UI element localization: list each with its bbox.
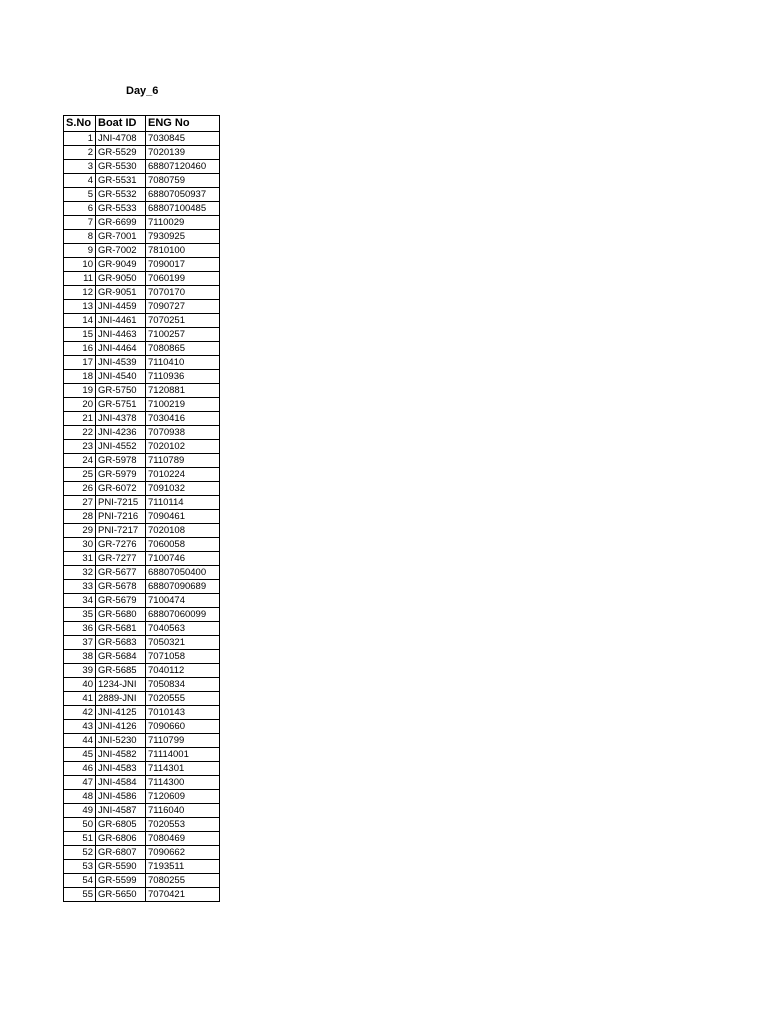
table-header bbox=[64, 116, 220, 132]
table-row bbox=[64, 454, 220, 468]
cell-boat-id: JNI-4584 bbox=[96, 776, 146, 790]
cell-eng-no: 7030416 bbox=[146, 412, 220, 426]
cell-boat-id: 1234-JNI bbox=[96, 678, 146, 692]
cell-eng-no: 7071058 bbox=[146, 650, 220, 664]
cell-boat-id: GR-9049 bbox=[96, 258, 146, 272]
cell-eng-no: 7040563 bbox=[146, 622, 220, 636]
cell-eng-no: 7100257 bbox=[146, 328, 220, 342]
cell-eng-no: 7120609 bbox=[146, 790, 220, 804]
cell-eng-no: 7090461 bbox=[146, 510, 220, 524]
table-row bbox=[64, 832, 220, 846]
cell-eng-no: 7120881 bbox=[146, 384, 220, 398]
table-row bbox=[64, 888, 220, 902]
cell-sno: 1 bbox=[64, 132, 96, 146]
cell-boat-id: GR-5533 bbox=[96, 202, 146, 216]
cell-boat-id: PNI-7216 bbox=[96, 510, 146, 524]
cell-boat-id: GR-9051 bbox=[96, 286, 146, 300]
cell-boat-id: JNI-5230 bbox=[96, 734, 146, 748]
cell-boat-id: JNI-4539 bbox=[96, 356, 146, 370]
header-row bbox=[64, 116, 220, 132]
table-row bbox=[64, 496, 220, 510]
table-row bbox=[64, 720, 220, 734]
cell-sno: 48 bbox=[64, 790, 96, 804]
cell-sno: 12 bbox=[64, 286, 96, 300]
table-row bbox=[64, 678, 220, 692]
cell-sno: 4 bbox=[64, 174, 96, 188]
cell-sno: 27 bbox=[64, 496, 96, 510]
cell-eng-no: 7091032 bbox=[146, 482, 220, 496]
table-row bbox=[64, 412, 220, 426]
cell-sno: 37 bbox=[64, 636, 96, 650]
table-row bbox=[64, 552, 220, 566]
table-row bbox=[64, 734, 220, 748]
cell-boat-id: JNI-4463 bbox=[96, 328, 146, 342]
cell-eng-no: 7020553 bbox=[146, 818, 220, 832]
cell-sno: 15 bbox=[64, 328, 96, 342]
table-row bbox=[64, 692, 220, 706]
cell-sno: 39 bbox=[64, 664, 96, 678]
table-row bbox=[64, 622, 220, 636]
cell-boat-id: GR-7002 bbox=[96, 244, 146, 258]
cell-eng-no: 71114001 bbox=[146, 748, 220, 762]
table-row bbox=[64, 426, 220, 440]
cell-sno: 42 bbox=[64, 706, 96, 720]
cell-sno: 2 bbox=[64, 146, 96, 160]
cell-eng-no: 68807100485 bbox=[146, 202, 220, 216]
cell-boat-id: JNI-4378 bbox=[96, 412, 146, 426]
cell-eng-no: 7010224 bbox=[146, 468, 220, 482]
cell-sno: 3 bbox=[64, 160, 96, 174]
cell-boat-id: GR-6072 bbox=[96, 482, 146, 496]
cell-boat-id: GR-5978 bbox=[96, 454, 146, 468]
cell-sno: 8 bbox=[64, 230, 96, 244]
table-row bbox=[64, 860, 220, 874]
header-eng-no: ENG No bbox=[146, 116, 220, 132]
cell-eng-no: 68807120460 bbox=[146, 160, 220, 174]
table-row bbox=[64, 398, 220, 412]
cell-eng-no: 68807090689 bbox=[146, 580, 220, 594]
cell-eng-no: 7080469 bbox=[146, 832, 220, 846]
cell-sno: 24 bbox=[64, 454, 96, 468]
cell-sno: 18 bbox=[64, 370, 96, 384]
cell-boat-id: GR-5532 bbox=[96, 188, 146, 202]
cell-sno: 20 bbox=[64, 398, 96, 412]
sheet-title: Day_6 bbox=[126, 85, 159, 97]
cell-eng-no: 7020139 bbox=[146, 146, 220, 160]
table-row bbox=[64, 594, 220, 608]
cell-eng-no: 7110029 bbox=[146, 216, 220, 230]
table-row bbox=[64, 328, 220, 342]
table-row bbox=[64, 510, 220, 524]
header-boat-id: Boat ID bbox=[96, 116, 146, 132]
cell-sno: 53 bbox=[64, 860, 96, 874]
cell-boat-id: GR-9050 bbox=[96, 272, 146, 286]
cell-sno: 26 bbox=[64, 482, 96, 496]
cell-boat-id: GR-7276 bbox=[96, 538, 146, 552]
cell-sno: 34 bbox=[64, 594, 96, 608]
table-row bbox=[64, 580, 220, 594]
cell-boat-id: JNI-4586 bbox=[96, 790, 146, 804]
cell-sno: 46 bbox=[64, 762, 96, 776]
cell-boat-id: GR-5650 bbox=[96, 888, 146, 902]
cell-sno: 32 bbox=[64, 566, 96, 580]
cell-eng-no: 7100474 bbox=[146, 594, 220, 608]
cell-boat-id: JNI-4464 bbox=[96, 342, 146, 356]
cell-sno: 33 bbox=[64, 580, 96, 594]
cell-boat-id: GR-5751 bbox=[96, 398, 146, 412]
table-row bbox=[64, 846, 220, 860]
cell-eng-no: 7110114 bbox=[146, 496, 220, 510]
cell-boat-id: GR-5677 bbox=[96, 566, 146, 580]
table-row bbox=[64, 384, 220, 398]
table-row bbox=[64, 748, 220, 762]
cell-boat-id: JNI-4459 bbox=[96, 300, 146, 314]
table-row bbox=[64, 132, 220, 146]
cell-boat-id: GR-5750 bbox=[96, 384, 146, 398]
table-row bbox=[64, 650, 220, 664]
cell-boat-id: JNI-4540 bbox=[96, 370, 146, 384]
cell-sno: 31 bbox=[64, 552, 96, 566]
table-row bbox=[64, 272, 220, 286]
cell-eng-no: 68807050400 bbox=[146, 566, 220, 580]
cell-eng-no: 68807050937 bbox=[146, 188, 220, 202]
cell-boat-id: GR-6806 bbox=[96, 832, 146, 846]
cell-boat-id: GR-5530 bbox=[96, 160, 146, 174]
cell-boat-id: GR-7277 bbox=[96, 552, 146, 566]
table-row bbox=[64, 804, 220, 818]
cell-boat-id: GR-6805 bbox=[96, 818, 146, 832]
cell-sno: 7 bbox=[64, 216, 96, 230]
table-row bbox=[64, 482, 220, 496]
cell-sno: 45 bbox=[64, 748, 96, 762]
cell-eng-no: 7070938 bbox=[146, 426, 220, 440]
cell-sno: 11 bbox=[64, 272, 96, 286]
cell-boat-id: GR-5529 bbox=[96, 146, 146, 160]
table-row bbox=[64, 160, 220, 174]
cell-sno: 30 bbox=[64, 538, 96, 552]
cell-sno: 5 bbox=[64, 188, 96, 202]
table-row bbox=[64, 790, 220, 804]
cell-sno: 55 bbox=[64, 888, 96, 902]
cell-eng-no: 7070421 bbox=[146, 888, 220, 902]
cell-eng-no: 7090660 bbox=[146, 720, 220, 734]
cell-eng-no: 7114300 bbox=[146, 776, 220, 790]
cell-boat-id: JNI-4236 bbox=[96, 426, 146, 440]
cell-sno: 28 bbox=[64, 510, 96, 524]
table-row bbox=[64, 258, 220, 272]
header-sno: S.No bbox=[64, 116, 96, 132]
boat-engine-table bbox=[63, 115, 220, 902]
cell-eng-no: 7050321 bbox=[146, 636, 220, 650]
cell-eng-no: 7116040 bbox=[146, 804, 220, 818]
cell-sno: 41 bbox=[64, 692, 96, 706]
cell-eng-no: 7070170 bbox=[146, 286, 220, 300]
cell-boat-id: GR-5680 bbox=[96, 608, 146, 622]
cell-boat-id: JNI-4583 bbox=[96, 762, 146, 776]
cell-sno: 10 bbox=[64, 258, 96, 272]
cell-sno: 36 bbox=[64, 622, 96, 636]
table-row bbox=[64, 538, 220, 552]
table-row bbox=[64, 216, 220, 230]
table-row bbox=[64, 342, 220, 356]
cell-eng-no: 68807060099 bbox=[146, 608, 220, 622]
table-row bbox=[64, 356, 220, 370]
cell-eng-no: 7193511 bbox=[146, 860, 220, 874]
table-row bbox=[64, 818, 220, 832]
cell-eng-no: 7020555 bbox=[146, 692, 220, 706]
table-row bbox=[64, 664, 220, 678]
cell-eng-no: 7930925 bbox=[146, 230, 220, 244]
cell-eng-no: 7050834 bbox=[146, 678, 220, 692]
cell-boat-id: GR-6807 bbox=[96, 846, 146, 860]
cell-boat-id: GR-5684 bbox=[96, 650, 146, 664]
cell-sno: 14 bbox=[64, 314, 96, 328]
cell-sno: 44 bbox=[64, 734, 96, 748]
cell-boat-id: GR-6699 bbox=[96, 216, 146, 230]
cell-eng-no: 7070251 bbox=[146, 314, 220, 328]
table-row bbox=[64, 202, 220, 216]
cell-boat-id: JNI-4582 bbox=[96, 748, 146, 762]
table-row bbox=[64, 314, 220, 328]
cell-boat-id: GR-5599 bbox=[96, 874, 146, 888]
table-row bbox=[64, 776, 220, 790]
table-row bbox=[64, 440, 220, 454]
cell-boat-id: GR-5531 bbox=[96, 174, 146, 188]
cell-boat-id: GR-5678 bbox=[96, 580, 146, 594]
cell-eng-no: 7090727 bbox=[146, 300, 220, 314]
cell-eng-no: 7114301 bbox=[146, 762, 220, 776]
cell-sno: 38 bbox=[64, 650, 96, 664]
table-row bbox=[64, 762, 220, 776]
cell-sno: 17 bbox=[64, 356, 96, 370]
cell-eng-no: 7100746 bbox=[146, 552, 220, 566]
table-row bbox=[64, 244, 220, 258]
cell-boat-id: JNI-4552 bbox=[96, 440, 146, 454]
cell-boat-id: JNI-4708 bbox=[96, 132, 146, 146]
cell-sno: 54 bbox=[64, 874, 96, 888]
cell-boat-id: JNI-4126 bbox=[96, 720, 146, 734]
cell-eng-no: 7100219 bbox=[146, 398, 220, 412]
cell-sno: 47 bbox=[64, 776, 96, 790]
cell-eng-no: 7060199 bbox=[146, 272, 220, 286]
cell-eng-no: 7110799 bbox=[146, 734, 220, 748]
cell-boat-id: GR-5979 bbox=[96, 468, 146, 482]
cell-sno: 35 bbox=[64, 608, 96, 622]
table-row bbox=[64, 874, 220, 888]
cell-eng-no: 7040112 bbox=[146, 664, 220, 678]
cell-boat-id: GR-5685 bbox=[96, 664, 146, 678]
cell-eng-no: 7110789 bbox=[146, 454, 220, 468]
cell-eng-no: 7090017 bbox=[146, 258, 220, 272]
cell-boat-id: GR-5679 bbox=[96, 594, 146, 608]
cell-sno: 13 bbox=[64, 300, 96, 314]
cell-boat-id: PNI-7217 bbox=[96, 524, 146, 538]
cell-sno: 25 bbox=[64, 468, 96, 482]
cell-eng-no: 7080865 bbox=[146, 342, 220, 356]
cell-eng-no: 7810100 bbox=[146, 244, 220, 258]
cell-boat-id: GR-5683 bbox=[96, 636, 146, 650]
table-row bbox=[64, 608, 220, 622]
cell-eng-no: 7090662 bbox=[146, 846, 220, 860]
table-row bbox=[64, 146, 220, 160]
cell-boat-id: GR-7001 bbox=[96, 230, 146, 244]
table-row bbox=[64, 566, 220, 580]
cell-eng-no: 7020102 bbox=[146, 440, 220, 454]
cell-sno: 49 bbox=[64, 804, 96, 818]
cell-boat-id: JNI-4125 bbox=[96, 706, 146, 720]
cell-sno: 29 bbox=[64, 524, 96, 538]
cell-sno: 22 bbox=[64, 426, 96, 440]
cell-eng-no: 7020108 bbox=[146, 524, 220, 538]
cell-boat-id: JNI-4461 bbox=[96, 314, 146, 328]
cell-sno: 23 bbox=[64, 440, 96, 454]
cell-boat-id: PNI-7215 bbox=[96, 496, 146, 510]
cell-sno: 16 bbox=[64, 342, 96, 356]
cell-sno: 51 bbox=[64, 832, 96, 846]
cell-boat-id: GR-5590 bbox=[96, 860, 146, 874]
cell-eng-no: 7080255 bbox=[146, 874, 220, 888]
table-row bbox=[64, 468, 220, 482]
table-row bbox=[64, 188, 220, 202]
cell-sno: 43 bbox=[64, 720, 96, 734]
table-row bbox=[64, 706, 220, 720]
cell-sno: 21 bbox=[64, 412, 96, 426]
cell-sno: 52 bbox=[64, 846, 96, 860]
cell-eng-no: 7080759 bbox=[146, 174, 220, 188]
table-row bbox=[64, 636, 220, 650]
table-row bbox=[64, 524, 220, 538]
cell-eng-no: 7110936 bbox=[146, 370, 220, 384]
cell-boat-id: GR-5681 bbox=[96, 622, 146, 636]
table-row bbox=[64, 370, 220, 384]
table-body bbox=[64, 132, 220, 902]
cell-boat-id: 2889-JNI bbox=[96, 692, 146, 706]
cell-eng-no: 7010143 bbox=[146, 706, 220, 720]
cell-sno: 50 bbox=[64, 818, 96, 832]
table-row bbox=[64, 300, 220, 314]
cell-eng-no: 7110410 bbox=[146, 356, 220, 370]
cell-eng-no: 7030845 bbox=[146, 132, 220, 146]
cell-eng-no: 7060058 bbox=[146, 538, 220, 552]
cell-boat-id: JNI-4587 bbox=[96, 804, 146, 818]
cell-sno: 6 bbox=[64, 202, 96, 216]
cell-sno: 40 bbox=[64, 678, 96, 692]
table-row bbox=[64, 286, 220, 300]
table-row bbox=[64, 174, 220, 188]
table-row bbox=[64, 230, 220, 244]
cell-sno: 19 bbox=[64, 384, 96, 398]
cell-sno: 9 bbox=[64, 244, 96, 258]
